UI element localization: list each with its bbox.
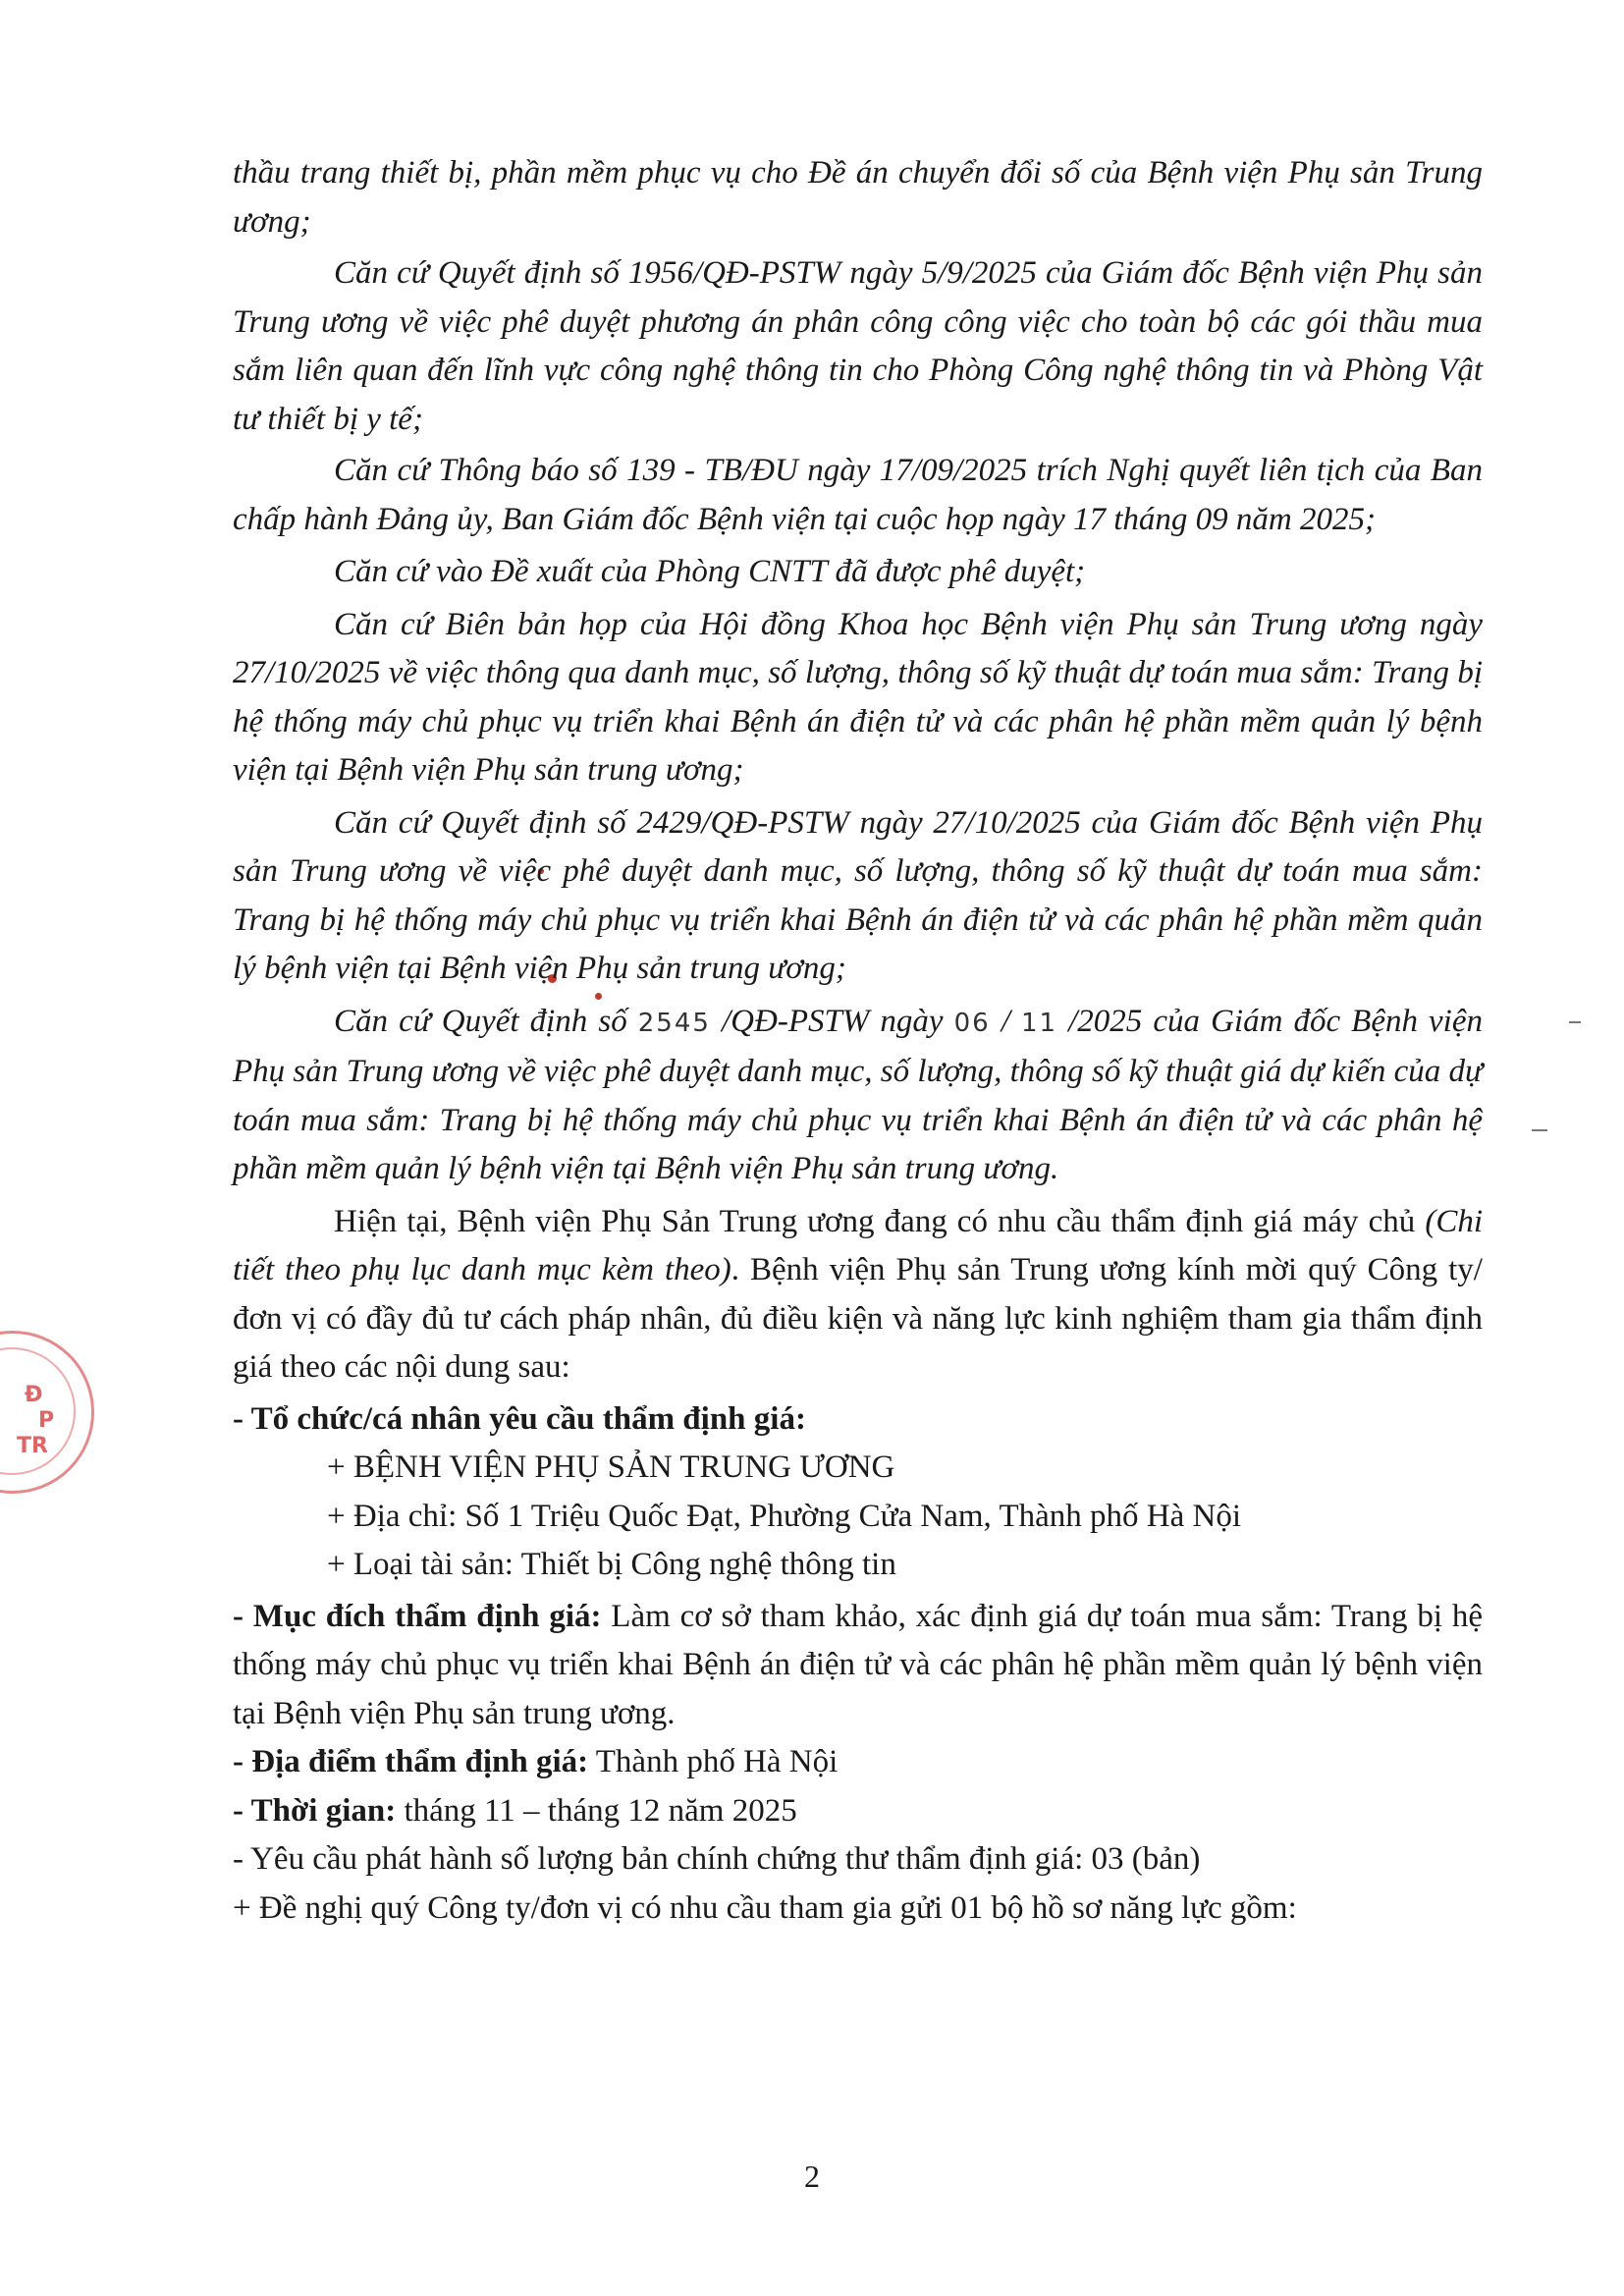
basis-decision-1956: Căn cứ Quyết định số 1956/QĐ-PSTW ngày 5/9/2025 của Giám đốc Bệnh viện Phụ sản Trung ương về việc phê duyệt phương án phân công công việc cho toàn bộ các gói thầu mua sắm liên quan đến lĩnh vực công nghệ thông tin cho Phòng Công nghệ thông tin và Phòng Vật tư thiết bị y tế; (233, 255, 1483, 437)
red-seal-stamp: Đ P TR (0, 1331, 94, 1494)
handwritten-month: 11 (1020, 1008, 1058, 1038)
location-section: - Địa điểm thẩm định giá: Thành phố Hà Nội (233, 1744, 839, 1779)
intro-paragraph: Hiện tại, Bệnh viện Phụ Sản Trung ương đang có nhu cầu thẩm định giá máy chủ (Chi tiết theo phụ lục danh mục kèm theo). Bệnh viện Phụ sản Trung ương kính mời quý Công ty/đơn vị có đầy đủ tư cách pháp nhân, đủ điều kiện và năng lực kinh nghiệm tham gia thẩm định giá theo các nội dung sau: (233, 1203, 1483, 1385)
submission-request: + Đề nghị quý Công ty/đơn vị có nhu cầu tham gia gửi 01 bộ hồ sơ năng lực gồm: (233, 1889, 1297, 1926)
requester-line: + Địa chỉ: Số 1 Triệu Quốc Đạt, Phường Cửa Nam, Thành phố Hà Nội (327, 1498, 1241, 1534)
document-body (233, 149, 1483, 1933)
basis-science-council-minutes: Căn cứ Biên bản họp của Hội đồng Khoa học Bệnh viện Phụ sản Trung ương ngày 27/10/2025 về việc thông qua danh mục, số lượng, thông số kỹ thuật dự toán mua sắm: Trang bị hệ thống máy chủ phục vụ triển khai Bệnh án điện tử và các phân hệ phần mềm quản lý bệnh viện tại Bệnh viện Phụ sản trung ương; (233, 606, 1483, 788)
basis-it-proposal: Căn cứ vào Đề xuất của Phòng CNTT đã được phê duyệt; (334, 554, 1086, 589)
basis-decision-2545: Căn cứ Quyết định số 2545 /QĐ-PSTW ngày 06 / 11 /2025 của Giám đốc Bệnh viện Phụ sản Trung ương về việc phê duyệt danh mục, số lượng, thông số kỹ thuật giá dự kiến của dự toán mua sắm: Trang bị hệ thống máy chủ phục vụ triển khai Bệnh án điện tử và các phân hệ phần mềm quản lý bệnh viện tại Bệnh viện Phụ sản trung ương. (233, 1003, 1484, 1186)
basis-decision-2429: Căn cứ Quyết định số 2429/QĐ-PSTW ngày 27/10/2025 của Giám đốc Bệnh viện Phụ sản Trung ương về việc phê duyệt danh mục, số lượng, thông số kỹ thuật dự toán mua sắm: Trang bị hệ thống máy chủ phục vụ triển khai Bệnh án điện tử và các phân hệ phần mềm quản lý bệnh viện tại Bệnh viện Phụ sản trung ương; (233, 804, 1483, 986)
requester-line: + Loại tài sản: Thiết bị Công nghệ thông tin (327, 1547, 896, 1582)
paragraph-continuation: thầu trang thiết bị, phần mềm phục vụ cho Đề án chuyển đổi số của Bệnh viện Phụ sản Trung ương; (233, 155, 1483, 240)
handwritten-number: 2545 (637, 1008, 711, 1038)
handwritten-day: 06 (953, 1008, 991, 1038)
bleed-through-text (157, 175, 164, 204)
copies-requirement: - Yêu cầu phát hành số lượng bản chính chứng thư thẩm định giá: 03 (bản) (233, 1841, 1201, 1877)
scan-margin-mark (1569, 1021, 1581, 1023)
purpose-section: - Mục đích thẩm định giá: Làm cơ sở tham khảo, xác định giá dự toán mua sắm: Trang bị hệ thống máy chủ phục vụ triển khai Bệnh án điện tử và các phân hệ phần mềm quản lý bệnh viện tại Bệnh viện Phụ sản trung ương. (233, 1598, 1484, 1731)
page-number: 2 (804, 2159, 820, 2194)
requester-heading: - Tổ chức/cá nhân yêu cầu thẩm định giá: (233, 1400, 806, 1437)
time-section: - Thời gian: tháng 11 – tháng 12 năm 2025 (233, 1792, 797, 1829)
scan-margin-mark (1532, 1129, 1547, 1131)
basis-notice-139: Căn cứ Thông báo số 139 - TB/ĐU ngày 17/09/2025 trích Nghị quyết liên tịch của Ban chấp hành Đảng ủy, Ban Giám đốc Bệnh viện tại cuộc họp ngày 17 tháng 09 năm 2025; (233, 453, 1483, 537)
requester-line: + BỆNH VIỆN PHỤ SẢN TRUNG ƯƠNG (327, 1449, 895, 1485)
